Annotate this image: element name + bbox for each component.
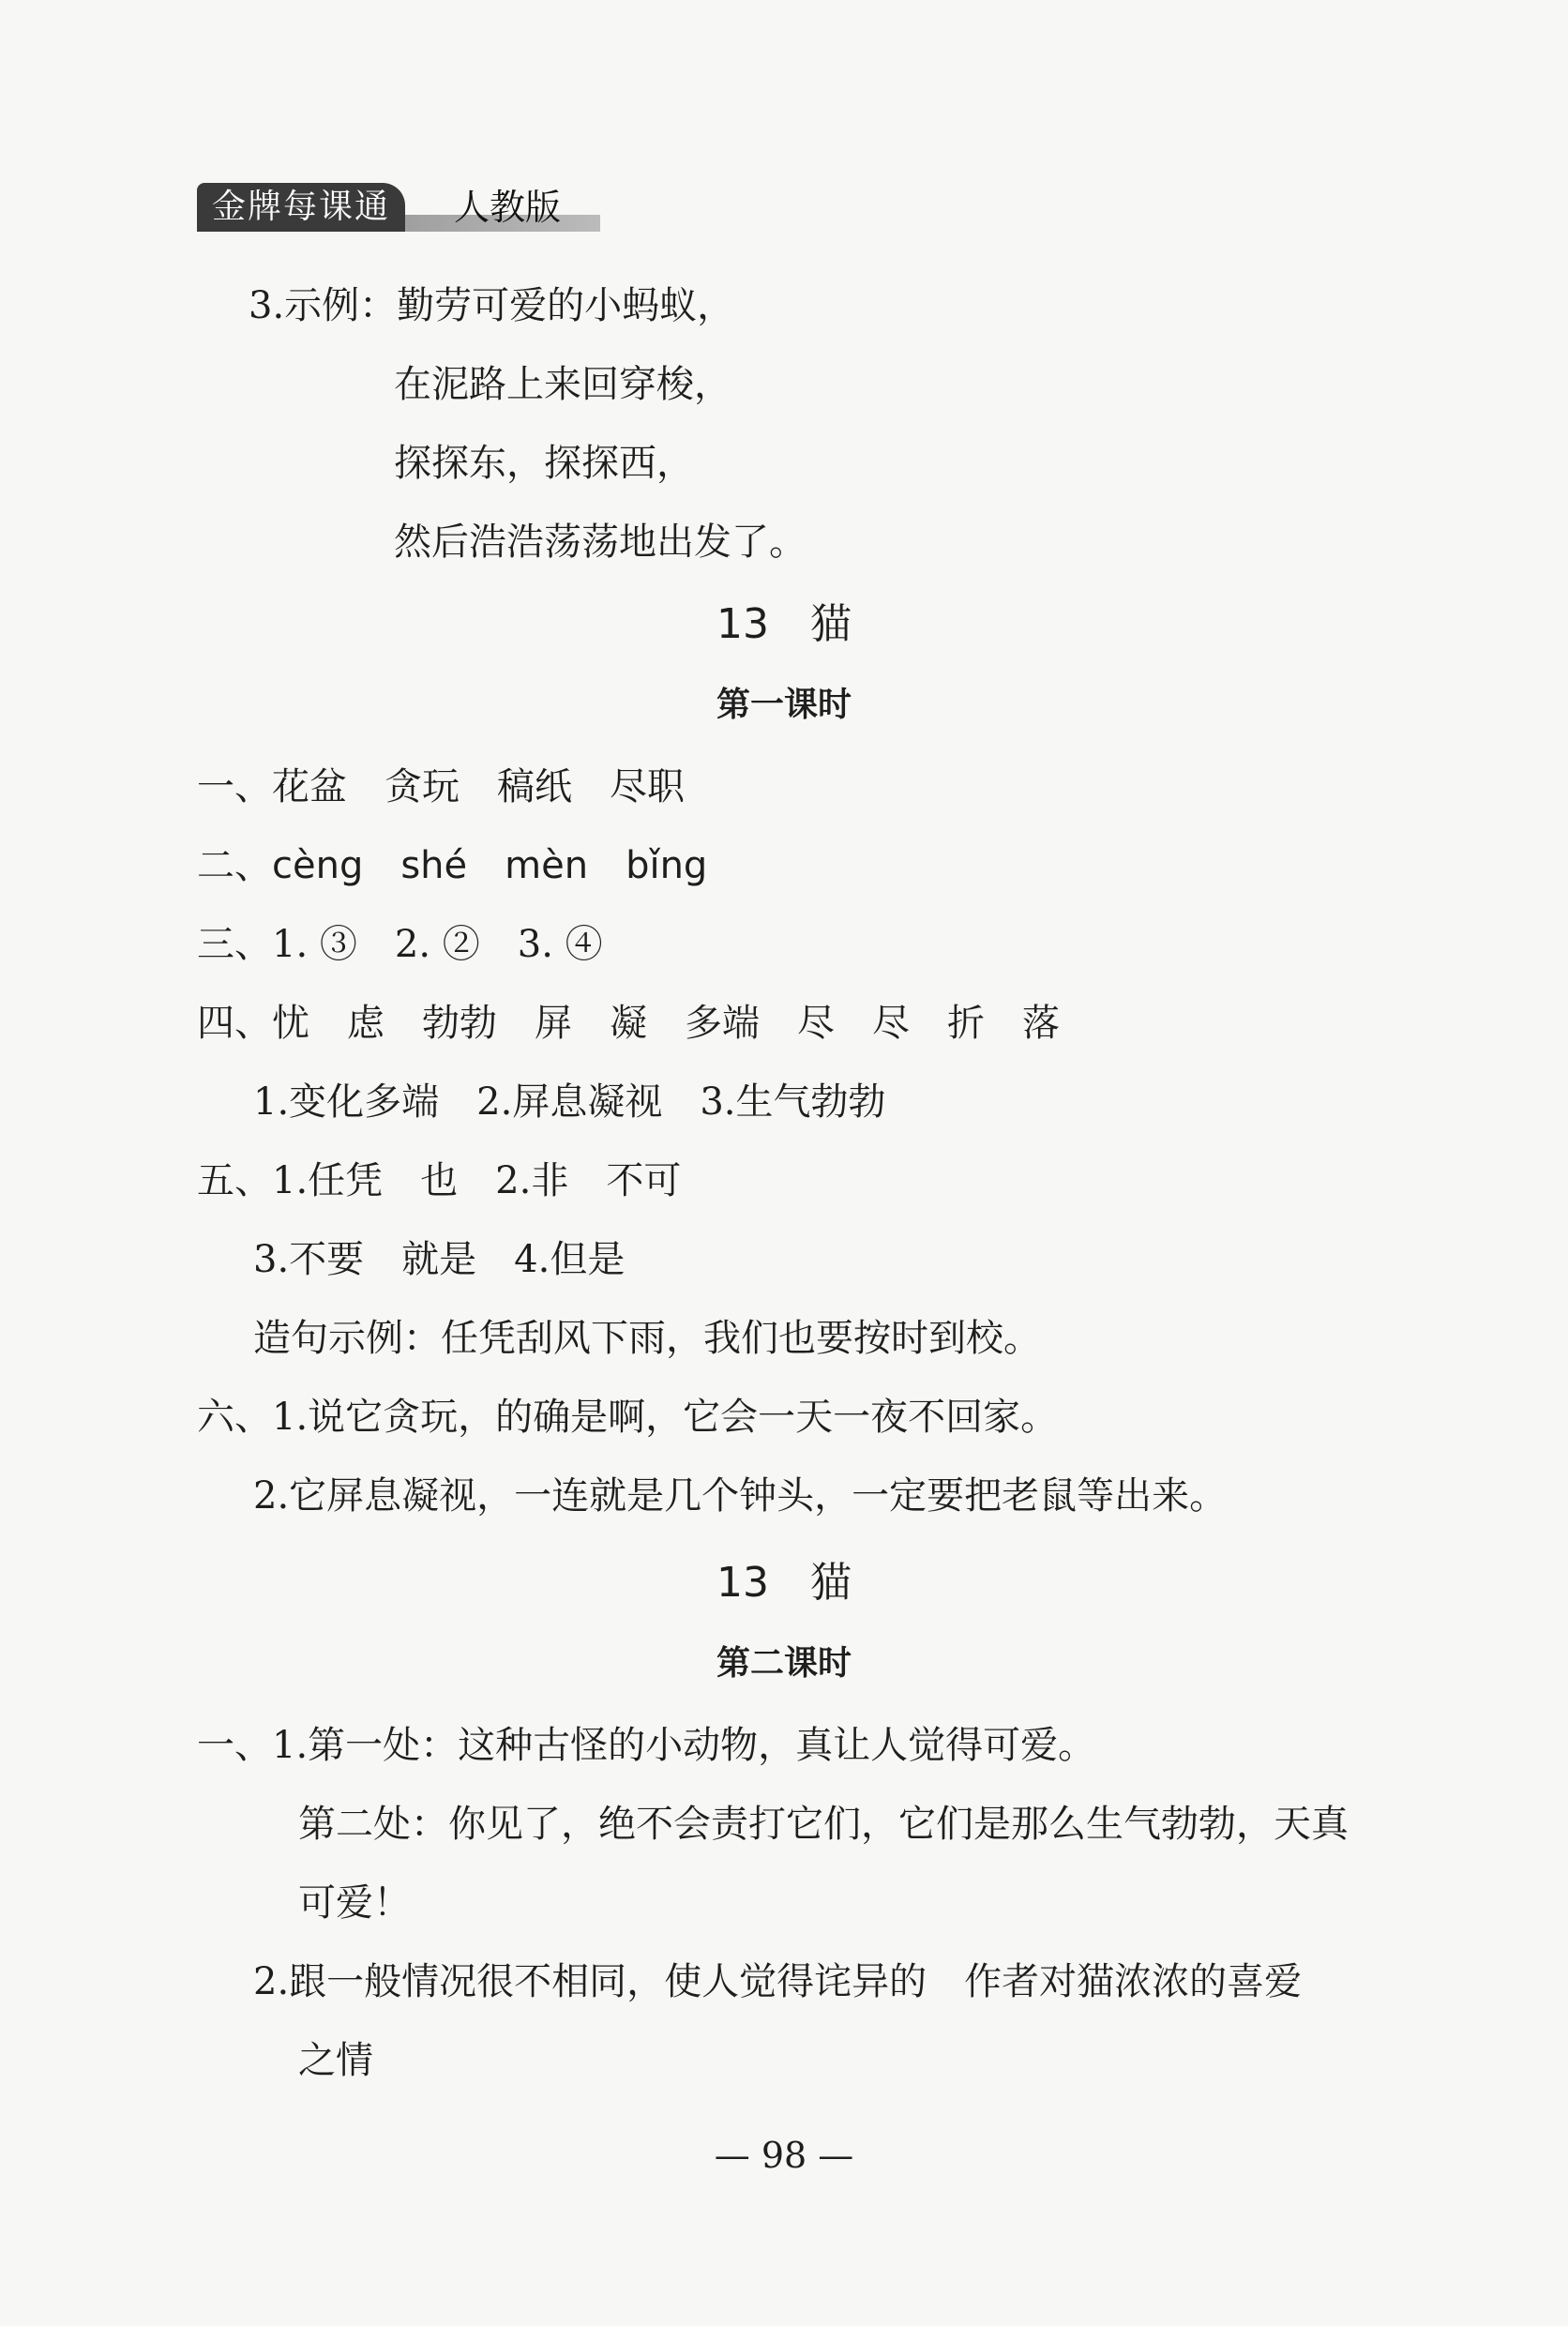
- answer-5-sub: 3.不要 就是 4.但是: [253, 1238, 626, 1281]
- answer-6-sub: 2.它屏息凝视，一连就是几个钟头，一定要把老鼠等出来。: [253, 1474, 1228, 1518]
- poem-line-1: 3.示例：勤劳可爱的小蚂蚁，: [249, 284, 735, 327]
- page-number: — 98 —: [714, 2135, 854, 2176]
- answer-3: 三、1. ③ 2. ② 3. ④: [197, 923, 603, 966]
- poem-line-3: 探探东，探探西，: [394, 442, 694, 485]
- answer-4: 四、忧 虑 勃勃 屏 凝 多端 尽 尽 折 落: [197, 1002, 1060, 1045]
- answer-2-1-b: 第二处：你见了，绝不会责打它们，它们是那么生气勃勃，天真: [298, 1803, 1349, 1846]
- poem-line-4: 然后浩浩荡荡地出发了。: [394, 521, 807, 564]
- edition-label: 人教版: [454, 187, 562, 228]
- answer-2-1: 一、1.第一处：这种古怪的小动物，真让人觉得可爱。: [197, 1724, 1096, 1767]
- answer-2-2: 2.跟一般情况很不相同，使人觉得诧异的 作者对猫浓浓的喜爱: [253, 1960, 1303, 2003]
- answer-2-2-b: 之情: [298, 2039, 373, 2082]
- poem-line-2: 在泥路上来回穿梭，: [394, 363, 731, 406]
- lesson-subtitle-2: 第二课时: [716, 1644, 852, 1683]
- lesson-title-2: 13 猫: [716, 1559, 852, 1607]
- answer-6: 六、1.说它贪玩，的确是啊，它会一天一夜不回家。: [197, 1396, 1059, 1439]
- answer-5: 五、1.任凭 也 2.非 不可: [197, 1159, 682, 1202]
- answer-2-1-c: 可爱！: [298, 1881, 411, 1925]
- series-header-badge: [197, 183, 600, 235]
- lesson-title-1: 13 猫: [716, 600, 852, 648]
- lesson-subtitle-1: 第一课时: [716, 686, 852, 724]
- answer-4-sub: 1.变化多端 2.屏息凝视 3.生气勃勃: [253, 1080, 886, 1124]
- series-name: 金牌每课通: [197, 183, 405, 232]
- answer-2-pinyin: 二、cèng shé mèn bǐng: [197, 844, 708, 887]
- answer-5-example: 造句示例：任凭刮风下雨，我们也要按时到校。: [253, 1317, 1041, 1360]
- answer-1: 一、花盆 贪玩 稿纸 尽职: [197, 765, 685, 808]
